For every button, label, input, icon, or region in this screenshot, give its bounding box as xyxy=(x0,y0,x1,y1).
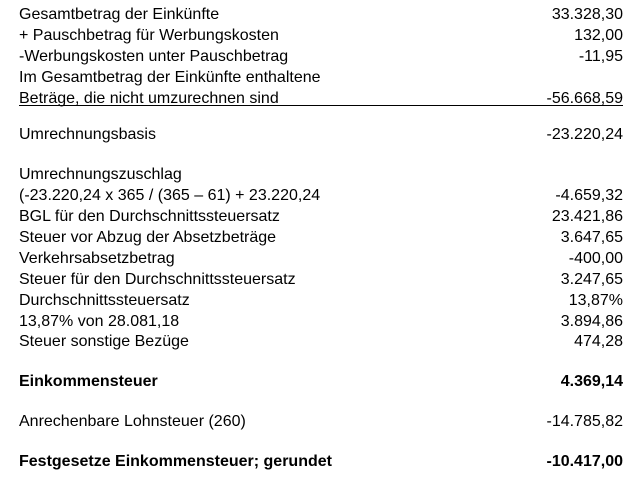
row-label: BGL für den Durchschnittssteuersatz xyxy=(19,208,280,225)
row-steuer-durchschnittssteuersatz xyxy=(19,269,623,290)
row-festgesetzte-einkommensteuer xyxy=(19,451,623,472)
row-value: -23.220,24 xyxy=(546,126,623,143)
row-pauschbetrag-werbungskosten xyxy=(19,25,623,46)
row-umrechnungsbasis xyxy=(19,124,623,145)
row-werbungskosten-unter-pauschbetrag xyxy=(19,46,623,67)
row-value: 33.328,30 xyxy=(551,6,623,23)
row-einkommensteuer xyxy=(19,371,623,392)
row-label: Steuer vor Abzug der Absetzbeträge xyxy=(19,229,277,246)
row-label: Steuer sonstige Bezüge xyxy=(19,333,189,350)
row-label: + Pauschbetrag für Werbungskosten xyxy=(19,27,279,44)
row-gesamtbetrag-einkuenfte xyxy=(19,4,623,25)
row-label: Umrechnungsbasis xyxy=(19,126,156,143)
row-label: Festgesetze Einkommensteuer; gerundet xyxy=(19,453,332,470)
row-prozent-von-betrag xyxy=(19,311,623,332)
row-value: 23.421,86 xyxy=(551,208,623,225)
row-label: Beträge, die nicht umzurechnen sind xyxy=(19,90,279,107)
row-value: -14.785,82 xyxy=(546,413,623,430)
row-umrechnungszuschlag-heading xyxy=(19,164,623,185)
row-label: Umrechnungszuschlag xyxy=(19,166,182,183)
row-label: (-23.220,24 x 365 / (365 – 61) + 23.220,24 xyxy=(19,187,321,204)
row-label: Gesamtbetrag der Einkünfte xyxy=(19,6,220,23)
row-value: 3.894,86 xyxy=(560,313,623,330)
row-umrechnungszuschlag-formel xyxy=(19,185,623,206)
row-value: 3.647,65 xyxy=(560,229,623,246)
row-value: -400,00 xyxy=(568,250,623,267)
row-verkehrsabsetzbetrag xyxy=(19,248,623,269)
row-value: 3.247,65 xyxy=(560,271,623,288)
subtotal-rule xyxy=(19,105,623,106)
row-durchschnittssteuersatz xyxy=(19,290,623,311)
row-value: 13,87% xyxy=(568,292,623,309)
row-value: -56.668,59 xyxy=(546,90,623,107)
row-enthaltene-betraege-heading xyxy=(19,67,623,88)
row-label: Durchschnittssteuersatz xyxy=(19,292,190,309)
row-anrechenbare-lohnsteuer xyxy=(19,411,623,432)
row-steuer-sonstige-bezuege xyxy=(19,331,623,352)
row-label: Steuer für den Durchschnittssteuersatz xyxy=(19,271,296,288)
row-label: Verkehrsabsetzbetrag xyxy=(19,250,175,267)
row-label: Einkommensteuer xyxy=(19,373,158,390)
row-value: -11,95 xyxy=(578,48,623,65)
row-label: -Werbungskosten unter Pauschbetrag xyxy=(19,48,289,65)
row-value: -10.417,00 xyxy=(546,453,623,470)
row-value: 474,28 xyxy=(574,333,623,350)
row-steuer-vor-absetzbetraegen xyxy=(19,227,623,248)
row-value: 4.369,14 xyxy=(560,373,623,390)
row-bgl-durchschnittssteuersatz xyxy=(19,206,623,227)
row-value: -4.659,32 xyxy=(555,187,623,204)
row-label: Anrechenbare Lohnsteuer (260) xyxy=(19,413,246,430)
row-value: 132,00 xyxy=(574,27,623,44)
row-label: Im Gesamtbetrag der Einkünfte enthaltene xyxy=(19,69,321,86)
row-label: 13,87% von 28.081,18 xyxy=(19,313,180,330)
